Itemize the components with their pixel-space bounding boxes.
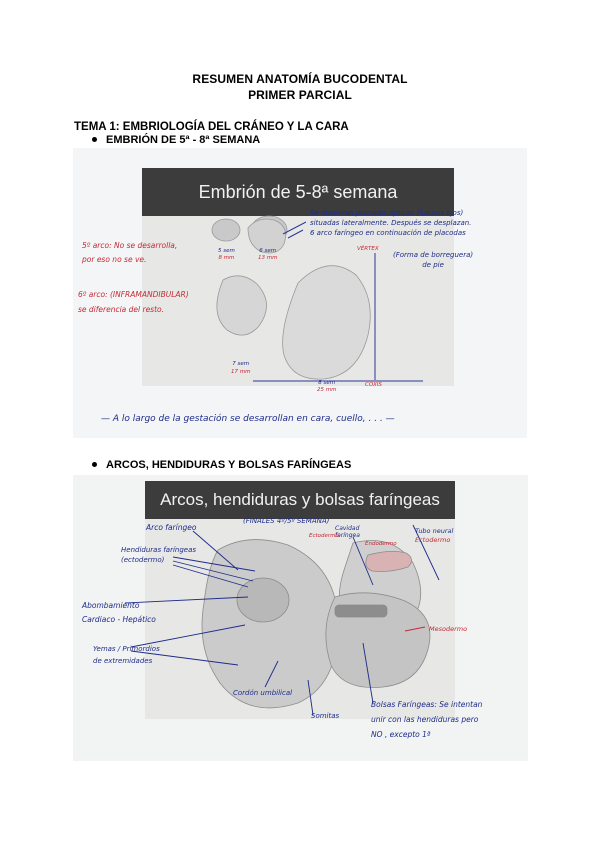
label-wk7-size: 17 mm: [231, 369, 251, 375]
label-wk6-size: 13 mm: [258, 255, 278, 261]
label-coxis: COXIS: [365, 382, 382, 388]
note-vertex: VÉRTEX: [357, 246, 379, 252]
label-abombamiento-2: Cardiaco - Hepático: [82, 615, 156, 624]
label-wk8-size: 25 mm: [317, 387, 337, 393]
note-bolsas-2: unir con las hendiduras pero: [371, 715, 479, 724]
label-wk5-size: 8 mm: [218, 255, 235, 261]
label-somitas: Somitas: [311, 712, 340, 720]
label-hendiduras-2: (ectodermo): [121, 556, 165, 564]
note-arch5-2: por eso no se ve.: [82, 255, 147, 264]
bullet-dot: [92, 462, 97, 467]
photo-arches-slide: [73, 475, 528, 761]
note-bolsas-1: Bolsas Faríngeas: Se intentan: [371, 700, 483, 709]
label-cavidad-2: faríngea: [335, 532, 360, 539]
label-yemas: Yemas / Primordios: [93, 645, 160, 653]
label-ectodermo: Ectodermo: [309, 533, 339, 539]
label-mesodermo: Mesodermo: [429, 625, 468, 633]
bullet-dot: [92, 137, 97, 142]
label-arco: Arco faríngeo: [146, 523, 197, 532]
note-vertex-2: de pie: [422, 261, 444, 269]
label-endodermo: Endodermo: [365, 541, 397, 547]
note-bottom: — A lo largo de la gestación se desarrollan en cara, cuello, . . . —: [101, 414, 395, 424]
photo-embryo-slide: [73, 148, 527, 438]
label-wk7: 7 sem: [232, 361, 250, 367]
note-arch6-1: 6º arco: (INFRAMANDIBULAR): [78, 290, 189, 299]
bullet-label: EMBRIÓN DE 5ª - 8ª SEMANA: [106, 134, 261, 146]
label-tubo-ectodermo: Ectodermo: [415, 536, 451, 544]
note-placodas-1: Se observan placodas ópticas (futuros ojos): [310, 209, 464, 217]
document-subtitle: PRIMER PARCIAL: [248, 88, 352, 102]
slide-title: Arcos, hendiduras y bolsas faríngeas: [145, 481, 455, 519]
bullet-heading-embryo: [92, 134, 260, 146]
label-tubo-neural: Tubo neural: [415, 527, 454, 535]
bullet-heading-arches: [92, 459, 351, 471]
label-yemas-2: de extremidades: [93, 657, 153, 665]
label-wk6: 6 sem: [259, 248, 277, 254]
bullet-label: ARCOS, HENDIDURAS Y BOLSAS FARÍNGEAS: [106, 459, 352, 471]
label-wk8: 8 sem: [318, 380, 336, 386]
label-hendiduras: Hendiduras faríngeas: [121, 546, 197, 554]
note-arch5-1: 5º arco: No se desarrolla,: [82, 241, 178, 250]
note-bolsas-3: NO , excepto 1ª: [371, 730, 431, 739]
note-placodas-3: 6 arco faríngeo en continuación de placodas: [310, 229, 466, 237]
label-cordon: Cordón umbilical: [233, 689, 293, 697]
note-arch6-2: se diferencia del resto.: [78, 305, 165, 314]
slide-title: Embrión de 5-8ª semana: [142, 168, 454, 216]
document-title: RESUMEN ANATOMÍA BUCODENTAL: [192, 72, 408, 86]
label-abombamiento: Abombamiento: [82, 601, 140, 610]
note-placodas-2: situadas lateralmente. Después se desplazan.: [310, 219, 472, 227]
label-cavidad: Cavidad: [335, 525, 360, 532]
topic-heading: TEMA 1: EMBRIOLOGÍA DEL CRÁNEO Y LA CARA: [74, 121, 349, 133]
label-wk5: 5 sem: [218, 248, 235, 254]
note-finales: (FINALES 4º/5º SEMANA): [243, 517, 330, 525]
note-vertex-1: (Forma de borreguera): [393, 251, 474, 259]
